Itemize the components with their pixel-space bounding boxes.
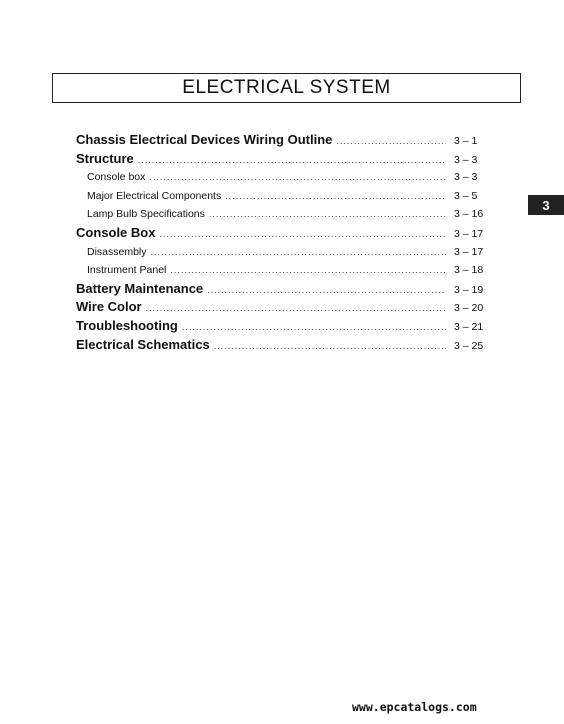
toc-leader-dots [149, 168, 446, 187]
toc-subentry-page: 3 – 16 [454, 208, 484, 221]
toc-entry-label: Electrical Schematics [76, 336, 210, 352]
toc-subentry[interactable] [76, 261, 498, 280]
toc-entry-label: Battery Maintenance [76, 280, 204, 296]
toc-entry-label: Chassis Electrical Devices Wiring Outline [76, 132, 333, 147]
toc-leader-dots [207, 281, 446, 300]
toc-entry-label: Troubleshooting [76, 317, 178, 333]
toc-leader-dots [170, 261, 446, 280]
toc-entry-page: 3 – 21 [454, 320, 484, 333]
toc-subentry-label: Console box [87, 171, 146, 184]
toc-entry-page: 3 – 25 [454, 339, 484, 352]
toc-entry-page: 3 – 20 [454, 302, 484, 315]
toc-subentry-label: Disassembly [87, 245, 147, 258]
toc-entry[interactable] [76, 280, 498, 299]
toc-leader-dots [138, 151, 446, 170]
page-title-box [52, 73, 521, 103]
toc-entry-label: Wire Color [76, 299, 142, 315]
toc-subentry[interactable] [76, 205, 498, 224]
toc-leader-dots [182, 318, 446, 337]
toc-subentry-page: 3 – 17 [454, 245, 484, 258]
toc-leader-dots [225, 187, 446, 206]
toc-entry-page: 3 – 1 [454, 135, 478, 147]
toc-subentry-label: Major Electrical Components [87, 189, 222, 202]
footer-website-url[interactable]: www.epcatalogs.com [352, 700, 477, 714]
toc-subentry[interactable] [76, 187, 498, 206]
table-of-contents [76, 131, 498, 354]
toc-subentry-label: Instrument Panel [87, 264, 167, 277]
toc-subentry[interactable] [76, 243, 498, 262]
toc-entry-page: 3 – 17 [454, 227, 484, 240]
toc-subentry-page: 3 – 18 [454, 264, 484, 277]
toc-leader-dots [214, 337, 446, 356]
toc-subentry-page: 3 – 3 [454, 171, 478, 184]
toc-subentry-page: 3 – 5 [454, 189, 478, 202]
toc-entry-label: Console Box [76, 224, 156, 240]
toc-subentry[interactable] [76, 168, 498, 187]
chapter-tab [528, 195, 564, 215]
toc-entry[interactable] [76, 298, 498, 317]
toc-leader-dots [146, 299, 446, 318]
toc-entry-page: 3 – 3 [454, 153, 478, 166]
chapter-tab-label: 3 [542, 197, 550, 213]
page-title: ELECTRICAL SYSTEM [182, 77, 391, 98]
toc-leader-dots [151, 243, 446, 262]
toc-leader-dots [159, 225, 446, 244]
toc-entry[interactable] [76, 317, 498, 336]
toc-leader-dots [209, 205, 446, 224]
toc-entry[interactable] [76, 131, 498, 150]
toc-subentry-label: Lamp Bulb Specifications [87, 208, 205, 221]
toc-entry[interactable] [76, 336, 498, 355]
toc-leader-dots [336, 132, 446, 151]
toc-entry[interactable] [76, 224, 498, 243]
toc-entry-page: 3 – 19 [454, 283, 484, 296]
toc-entry[interactable] [76, 150, 498, 169]
toc-entry-label: Structure [76, 150, 134, 166]
